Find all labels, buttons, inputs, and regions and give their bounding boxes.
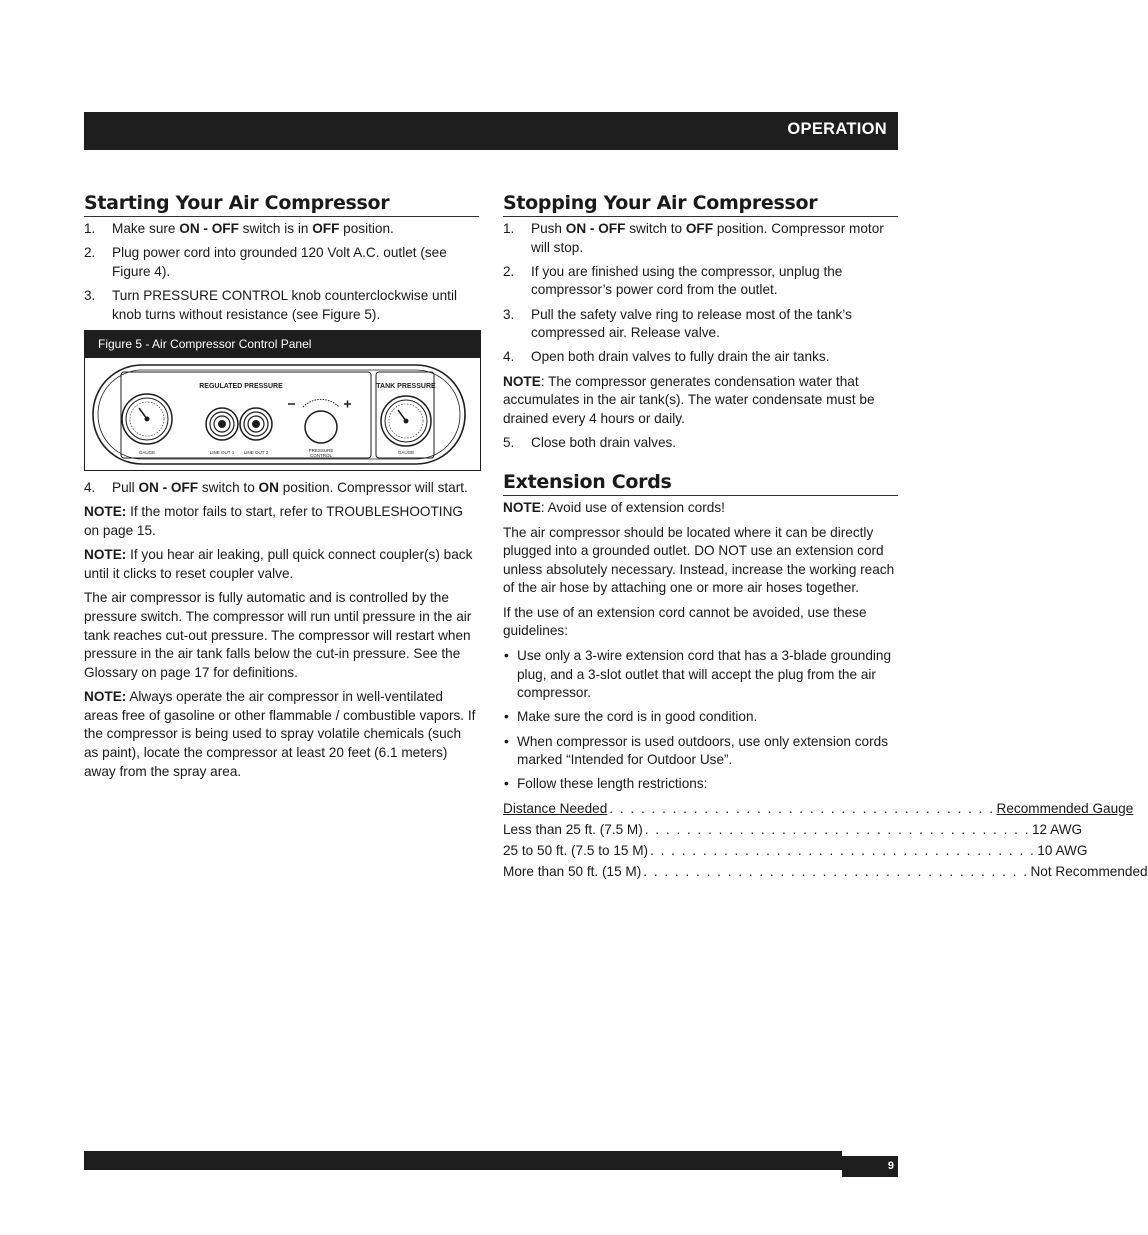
tank-gauge-label: GAUGE: [397, 449, 415, 455]
table-row: [503, 842, 1088, 861]
distance-cell: 25 to 50 ft. (7.5 to 15 M): [503, 842, 649, 858]
step-text: switch to: [625, 221, 686, 236]
gauge-label: GAUGE: [138, 449, 156, 455]
step-bold: ON: [258, 479, 279, 495]
step-text: position. Compressor motor will stop.: [531, 221, 884, 255]
stopping-heading: Stopping Your Air Compressor: [503, 190, 898, 217]
list-item: [84, 220, 479, 239]
note-motor-fails: [84, 503, 479, 540]
step-number: 1.: [503, 221, 515, 236]
step-text: Push: [531, 221, 566, 236]
list-item: [84, 287, 479, 324]
step-text: Close both drain valves.: [531, 435, 677, 451]
tank-gauge-icon: [381, 396, 431, 446]
list-item: [503, 220, 898, 257]
step-bold: OFF: [312, 221, 340, 236]
step-text: Pull: [112, 479, 139, 495]
note-condensation: [503, 373, 898, 429]
step-text: If you are finished using the compressor, unplug the compressor’s power cord from the outlet.: [531, 263, 843, 298]
line-out-1-label: LINE OUT 1: [209, 449, 235, 455]
list-item: [503, 434, 898, 453]
note-air-leaking: [84, 546, 479, 583]
left-column: [84, 190, 479, 787]
step-number: 2.: [503, 263, 515, 279]
section-header-bar: [84, 112, 898, 150]
note-text: : Avoid use of extension cords!: [540, 499, 725, 515]
note-label: NOTE:: [84, 503, 127, 519]
note-label: NOTE: [503, 373, 541, 389]
right-column: [503, 190, 1148, 884]
figure-caption: Figure 5 - Air Compressor Control Panel: [85, 331, 480, 358]
distance-cell: Less than 25 ft. (7.5 M): [503, 821, 643, 837]
note-label: NOTE: [503, 499, 541, 515]
step-bold: ON - OFF: [138, 479, 199, 495]
section-title: OPERATION: [787, 120, 887, 138]
page-number-box: [842, 1156, 898, 1177]
length-restrictions-table: [503, 800, 1148, 882]
starting-heading: Starting Your Air Compressor: [84, 190, 479, 217]
step-text: switch is in: [238, 221, 313, 236]
step-text: Make sure: [112, 221, 180, 236]
step-number: 4.: [84, 479, 96, 495]
stopping-steps-continued: [503, 434, 898, 453]
note-text: If the motor fails to start, refer to TROUBLESHOOTING on page 15.: [84, 503, 463, 538]
note-avoid-extension: [503, 499, 898, 518]
regulated-gauge-icon: [122, 394, 172, 444]
list-item: [84, 479, 479, 498]
note-ventilation: [84, 688, 479, 781]
step-bold: ON - OFF: [565, 221, 626, 236]
automatic-operation-paragraph: The air compressor is fully automatic and is controlled by the pressure switch. The compressor will run until pressure in the air tank reaches cut-out pressure. The compressor will restart when pressure in the air tank falls below the cut-in pressure. See the Glossary on page 17 for definitions.: [84, 590, 472, 680]
extension-cords-heading: Extension Cords: [503, 469, 898, 496]
leader-dots: . . . . . . . . . . . . . . . . . . . . . . . . . . . . . . . . . . . . .: [609, 800, 995, 816]
leader-dots: . . . . . . . . . . . . . . . . . . . . . . . . . . . . . . . . . . . . .: [643, 863, 1029, 879]
step-text: position.: [339, 221, 394, 236]
note-label: NOTE:: [84, 689, 127, 705]
step-bold: ON - OFF: [179, 221, 239, 236]
table-row: [503, 821, 1083, 840]
list-item: • When compressor is used outdoors, use only extension cords marked “Intended for Outdoor Use”.: [503, 733, 898, 770]
note-text: If you hear air leaking, pull quick connect coupler(s) back until it clicks to reset coupler valve.: [84, 547, 473, 581]
distance-cell: More than 50 ft. (15 M): [503, 863, 642, 879]
step-text: Plug power cord into grounded 120 Volt A.C. outlet (see Figure 4).: [112, 245, 447, 279]
guidelines-intro: If the use of an extension cord cannot be avoided, use these guidelines:: [503, 604, 867, 639]
step-bold: OFF: [685, 221, 714, 236]
step-text: Open both drain valves to fully drain the air tanks.: [531, 349, 830, 365]
column-header-gauge: Recommended Gauge: [996, 800, 1134, 816]
control-panel-illustration: [85, 358, 479, 469]
note-text: Always operate the air compressor in well-ventilated areas free of gasoline or other flammable / combustible vapors. If the compressor is being used to spray volatile chemicals (such as paint), locate the compressor at least 20 feet (6.1 meters) away from the spray area.: [84, 689, 476, 779]
note-label: NOTE:: [84, 547, 127, 563]
list-item: [503, 263, 898, 300]
step-number: 4.: [503, 349, 515, 365]
step-number: 3.: [503, 306, 515, 322]
list-item: [503, 306, 898, 343]
list-item: • Follow these length restrictions:: [503, 775, 898, 794]
list-item: [84, 244, 479, 281]
step-text: switch to: [198, 479, 259, 495]
table-row: [503, 863, 1148, 882]
leader-dots: . . . . . . . . . . . . . . . . . . . . . . . . . . . . . . . . . . . . .: [650, 842, 1036, 858]
regulated-pressure-label: REGULATED PRESSURE: [199, 382, 283, 390]
list-item: • Make sure the cord is in good condition.: [503, 708, 898, 727]
gauge-cell: 12 AWG: [1032, 821, 1083, 837]
control-panel-figure: [84, 330, 481, 471]
step-text: Pull the safety valve ring to release most of the tank’s compressed air. Release valve.: [531, 306, 852, 341]
step-number: 5.: [503, 435, 515, 451]
page-number: 9: [887, 1160, 894, 1172]
step-text: position. Compressor will start.: [278, 479, 468, 495]
list-item: • Use only a 3-wire extension cord that has a 3-blade grounding plug, and a 3-slot outlet that will accept the plug from the air compressor.: [503, 647, 898, 703]
placement-paragraph: The air compressor should be located where it can be directly plugged into a grounded outlet. DO NOT use an extension cord unless absolutely necessary. Instead, increase the working reach of the air hose by attaching one or more air hoses together.: [503, 524, 895, 596]
list-item: [503, 348, 898, 367]
leader-dots: . . . . . . . . . . . . . . . . . . . . . . . . . . . . . . . . . . . . .: [644, 821, 1030, 837]
starting-steps: [84, 220, 479, 324]
step-number: 1.: [84, 221, 96, 236]
gauge-cell: Not Recommended: [1030, 863, 1148, 879]
line-out-2-label: LINE OUT 2: [243, 449, 269, 455]
step-number: 2.: [84, 245, 96, 261]
starting-steps-continued: [84, 479, 479, 498]
control-label: CONTROL: [309, 452, 333, 458]
table-header-row: [503, 800, 1134, 819]
stopping-steps: [503, 220, 898, 367]
step-number: 3.: [84, 287, 96, 303]
extension-guidelines: [503, 647, 898, 794]
line-out-2-coupler-icon: [240, 408, 272, 440]
line-out-1-coupler-icon: [206, 408, 238, 440]
step-text: Turn PRESSURE CONTROL knob counterclockwise until knob turns without resistance (see Figure 5).: [112, 287, 457, 322]
pressure-label: PRESSURE: [308, 447, 334, 453]
column-header-distance: Distance Needed: [503, 800, 608, 816]
note-text: : The compressor generates condensation water that accumulates in the air tank(s). The water condensate must be drained every 4 hours or daily.: [503, 373, 875, 426]
gauge-cell: 10 AWG: [1037, 842, 1088, 858]
tank-pressure-label: TANK PRESSURE: [376, 382, 436, 390]
footer-bar: [84, 1151, 842, 1170]
